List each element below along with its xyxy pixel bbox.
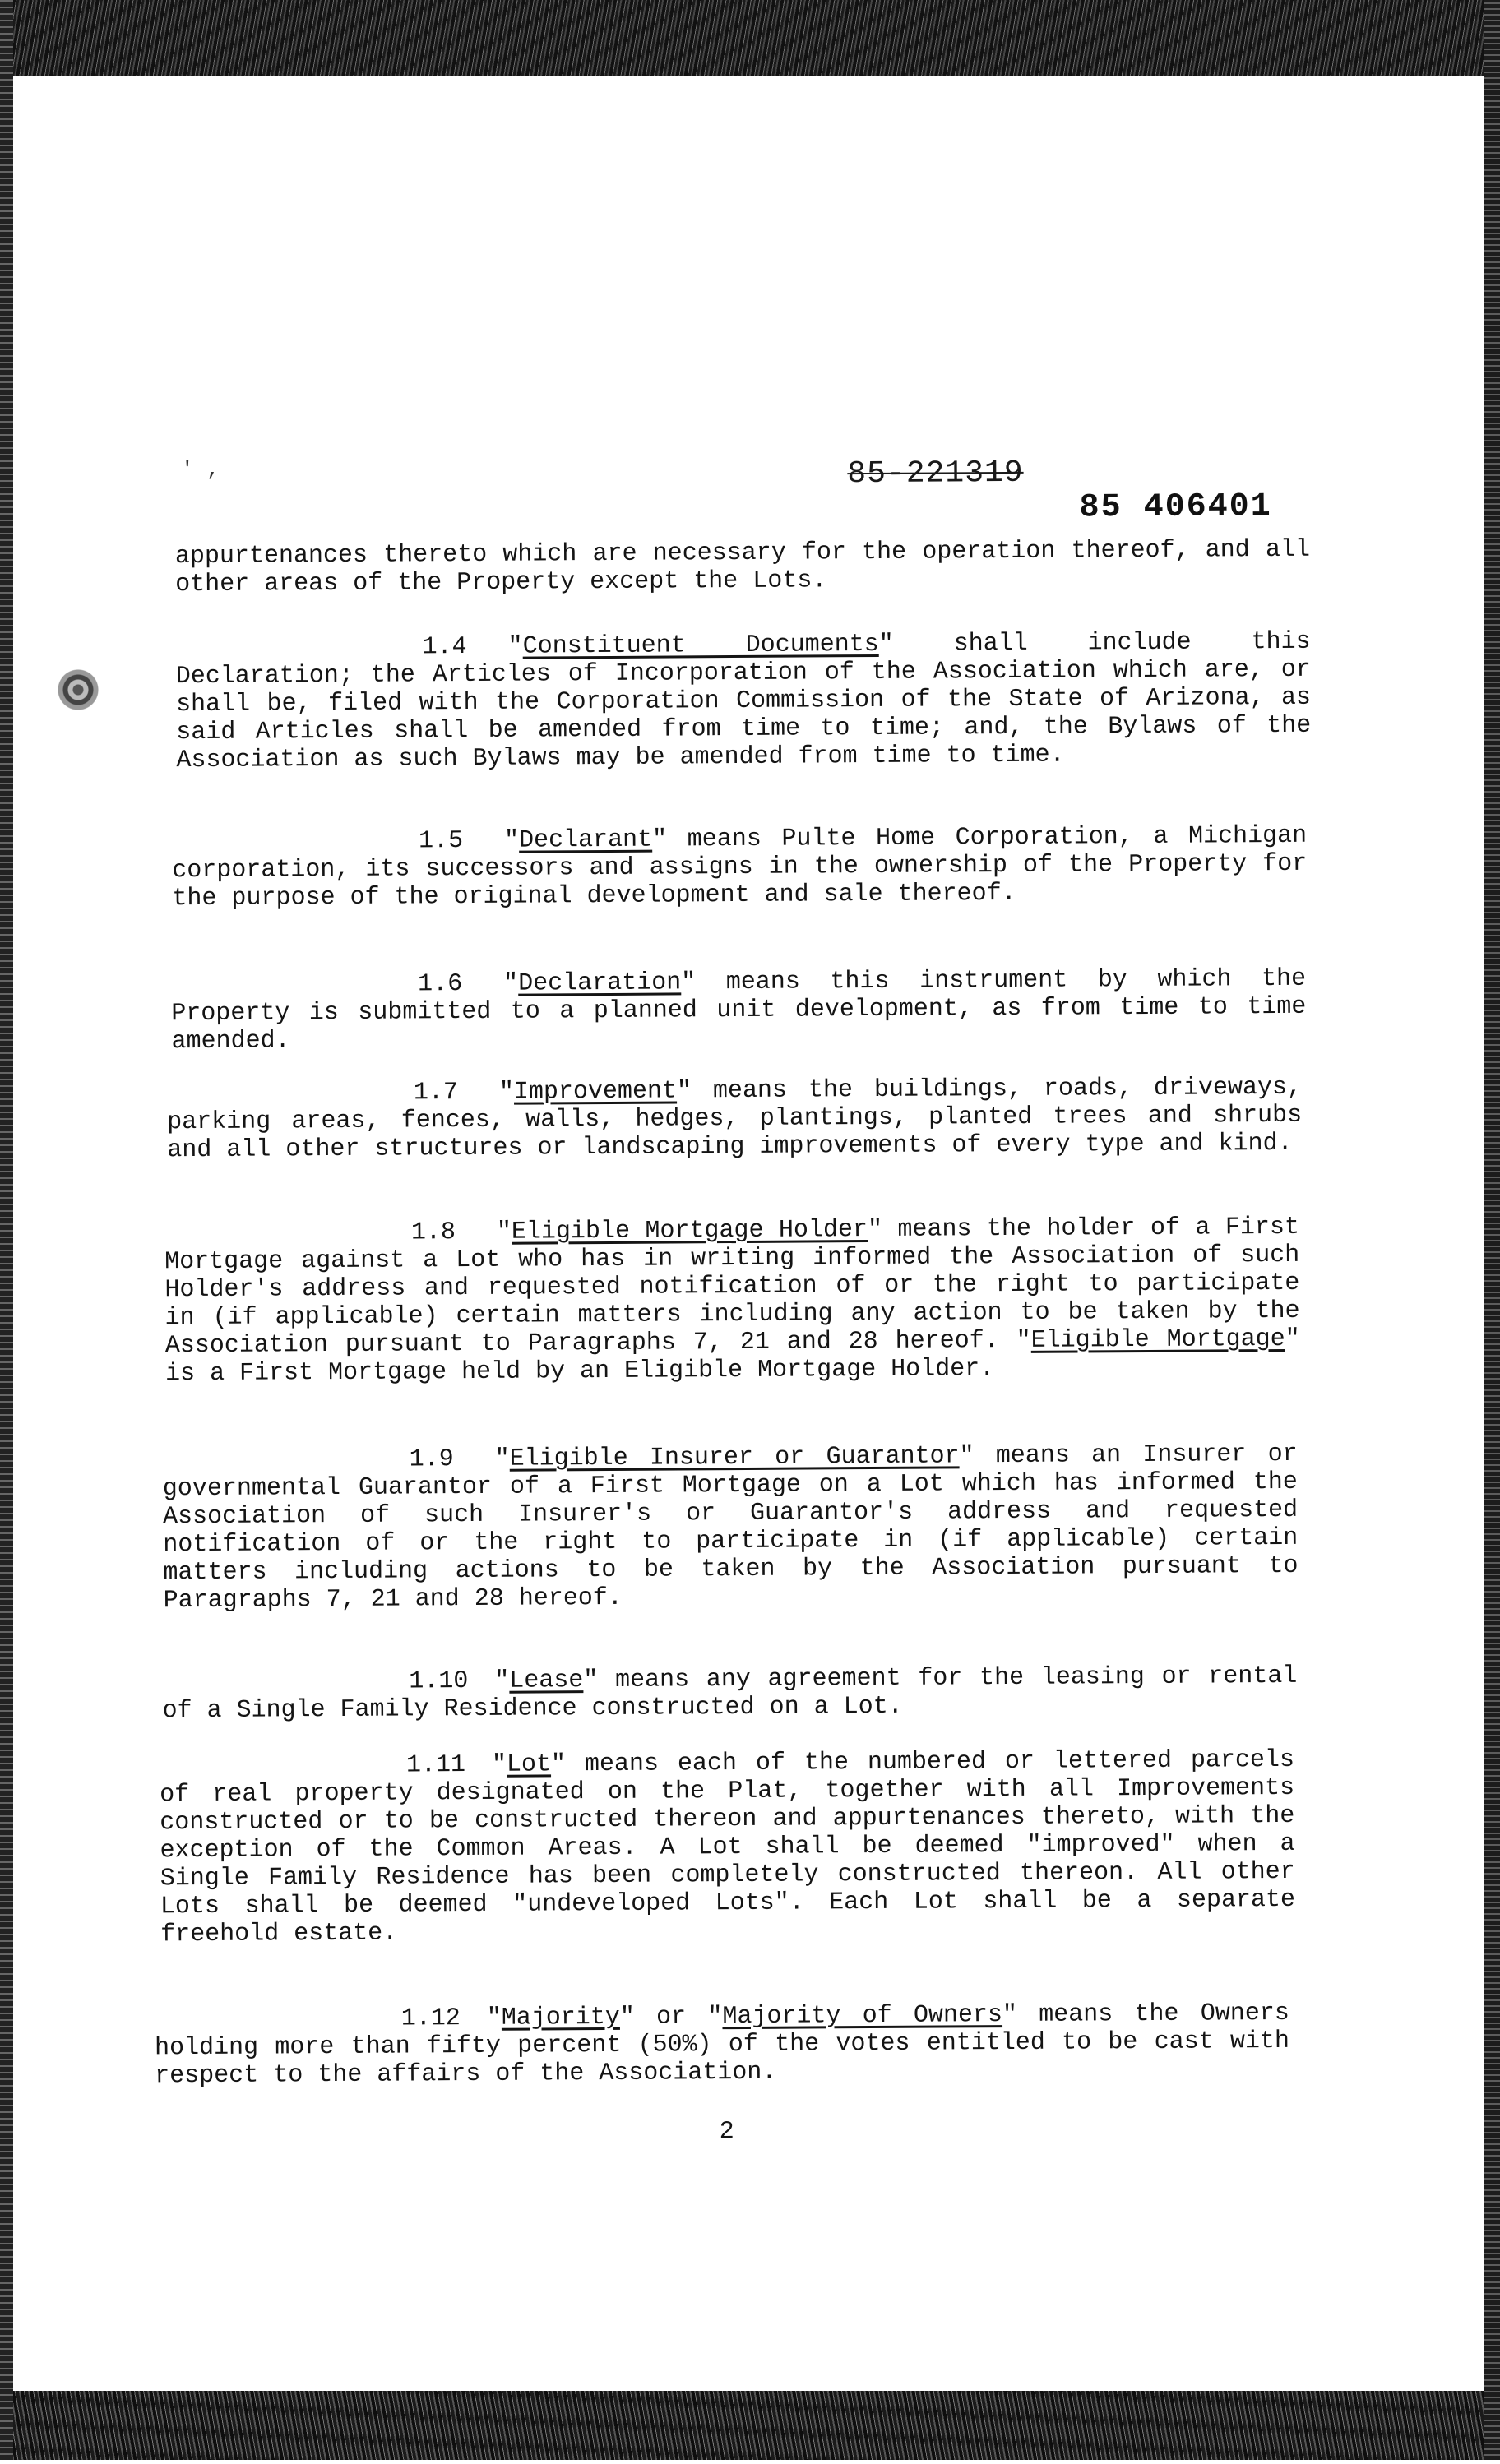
paragraph-text: " is a First Mortgage held by an Eligible Mortgage Holder. xyxy=(164,1324,1300,1389)
defined-term: Eligible Insurer or Guarantor xyxy=(509,1442,960,1473)
defined-term: Lot xyxy=(506,1750,552,1779)
paragraph-number: 1.5 xyxy=(418,827,464,856)
paragraph-text: " means this instrument by which the Property is submitted to a planned unit development, as from time to time amended. xyxy=(171,964,1307,1056)
paragraph-text: " or " xyxy=(619,2003,723,2032)
paragraph-text: " means the holder of a First Mortgage against a Lot who has in writing informed the Association of such Holder's address and requested notification of or the right to participate in (if applicable) certain matters including any action to be taken by the Association pursuant to Paragraphs 7, 21 and 28 hereof. xyxy=(164,1213,1300,1361)
paragraph-number: 1.7 xyxy=(413,1079,459,1107)
quote-open: " xyxy=(494,1667,510,1695)
paragraph-number: 1.8 xyxy=(410,1218,456,1247)
quote-open: " xyxy=(503,969,519,998)
paragraph-1-4 xyxy=(176,628,1312,774)
quote-open: " xyxy=(486,2004,502,2032)
defined-term: Constituent Documents xyxy=(522,630,879,661)
paragraph-1-7 xyxy=(167,1074,1303,1164)
quote-open: " xyxy=(494,1445,510,1473)
paragraph-text: " means an Insurer or governmental Guarantor of a First Mortgage on a Lot which has informed the Association of such Insurer's or Guarantor's address and requested notification of or the right to participate in (if applicable) certain matters including actions to be taken by the Association pursuant to Paragraphs 7, 21 and 28 hereof. xyxy=(162,1440,1299,1616)
paragraph-text: " means any agreement for the leasing or rental of a Single Family Residence constructed on a Lot. xyxy=(162,1662,1298,1726)
quote-open: " xyxy=(498,1078,515,1107)
quote-open: " xyxy=(496,1218,512,1246)
paragraph-text: appurtenances thereto which are necessary for the operation thereof, and all other areas of the Property except the Lots. xyxy=(174,535,1311,599)
paragraph-text: " means each of the numbered or lettered parcels of real property designated on the Plat, together with all Improvements constructed or to be constructed thereon and appurtenances thereto, with the exception of the Common Areas. A Lot shall be deemed "improved" when a Single Family Residence has been completely constructed thereon. All other Lots shall be deemed "undeveloped Lots". Each Lot shall be a separate freehold estate. xyxy=(160,1745,1296,1949)
defined-term: Majority xyxy=(501,2003,620,2032)
paragraph-number: 1.11 xyxy=(405,1751,466,1780)
paragraph-number: 1.6 xyxy=(418,970,463,999)
paragraph-continuation xyxy=(175,536,1310,599)
quote-open: " xyxy=(491,1750,507,1779)
paragraph-number: 1.10 xyxy=(409,1667,469,1696)
defined-term: Lease xyxy=(509,1667,584,1695)
defined-term: Eligible Mortgage Holder xyxy=(511,1216,868,1246)
quote-open: " xyxy=(503,826,520,855)
paragraph-1-11 xyxy=(160,1746,1295,1949)
defined-term: Declaration xyxy=(518,968,682,998)
defined-term: Eligible Mortgage xyxy=(1030,1324,1285,1355)
page-number: 2 xyxy=(719,2118,734,2147)
paragraph-1-5 xyxy=(172,822,1308,913)
paragraph-text: " means Pulte Home Corporation, a Michigan corporation, its successors and assigns in the ownership of the Property for the purpose of the original development and sale thereof. xyxy=(172,821,1308,913)
paragraph-1-10 xyxy=(162,1662,1297,1725)
quote-open: " xyxy=(507,632,523,661)
defined-term: Majority of Owners xyxy=(722,2001,1003,2032)
defined-term: Improvement xyxy=(513,1077,678,1107)
recording-number-struck: 85-221319 xyxy=(847,455,1024,492)
margin-speck: ' , xyxy=(181,457,220,482)
paragraph-number: 1.12 xyxy=(400,2004,461,2033)
defined-term: Declarant xyxy=(518,825,653,855)
paragraph-1-8: 1.8 "Eligible Mortgage Holder" means the holder of a First Mortgage against a Lot who has in writing informed the Association of such Holder's address and requested notification of or the right to participate in (if applicable) certain matters including any action to be taken by the Association pursuant to Paragraphs 7, 21 and 28 hereof. "Eligible Mortgage" is a First Mortgage held by an Eligible Mortgage Holder. xyxy=(164,1213,1300,1389)
paragraph-1-6 xyxy=(171,965,1307,1056)
paragraph-1-9 xyxy=(163,1440,1299,1615)
paragraph-text: " shall include this Declaration; the Articles of Incorporation of the Association which are, or shall be, filed with the Corporation Commission of the State of Arizona, as said Articles shall be amended from time to time; and, the Bylaws of the Association as such Bylaws may be amended from time to time. xyxy=(175,627,1312,775)
paragraph-number: 1.9 xyxy=(409,1445,454,1474)
recording-number: 85 406401 xyxy=(1079,488,1272,527)
paragraph-text: " means the Owners holding more than fifty percent (50%) of the votes entitled to be cast with respect to the affairs of the Association. xyxy=(154,1999,1290,2091)
paragraph-text: " means the buildings, roads, driveways, parking areas, fences, walls, hedges, plantings, planted trees and shrubs and all other structures or landscaping improvements of every type and kind. xyxy=(167,1073,1303,1165)
paragraph-1-12 xyxy=(155,1999,1290,2090)
paragraph-number: 1.4 xyxy=(422,633,467,662)
